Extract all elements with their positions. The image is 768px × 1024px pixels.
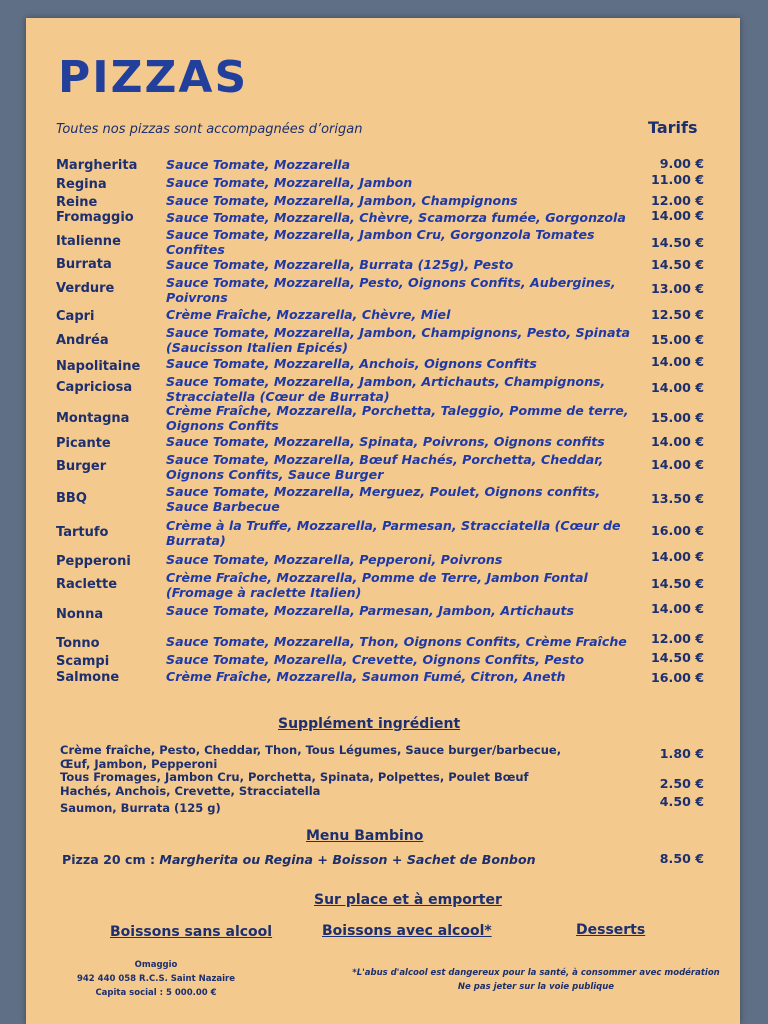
- pizza-name: Tonno: [56, 636, 100, 651]
- pizza-desc: Crème Fraîche, Mozzarella, Chèvre, Miel: [166, 307, 451, 322]
- pizza-desc: Sauce Tomate, Mozzarella, Jambon Cru, Gorgonzola Tomates Confites: [166, 227, 595, 257]
- pizza-desc: Sauce Tomate, Mozzarella: [166, 157, 351, 172]
- pizza-price: 15.00 €: [651, 410, 704, 425]
- boissons-avec-alcool-link[interactable]: Boissons avec alcool*: [322, 923, 492, 939]
- pizza-desc: Sauce Tomate, Mozzarella, Spinata, Poivrons, Oignons confits: [166, 434, 605, 449]
- pizza-price: 16.00 €: [651, 523, 704, 538]
- pizza-name: Fromaggio: [56, 210, 134, 225]
- pizza-price: 16.00 €: [651, 670, 704, 685]
- pizza-price: 14.00 €: [651, 354, 704, 369]
- alcohol-warning: *L'abus d'alcool est dangereux pour la santé, à consommer avec modération: [352, 968, 720, 978]
- pizza-name: Raclette: [56, 577, 118, 592]
- pizza-name: Salmone: [56, 670, 120, 685]
- pizza-desc: Sauce Tomate, Mozzarella, Pepperoni, Poivrons: [166, 552, 503, 567]
- pizza-name: Andréa: [56, 333, 109, 348]
- pizza-name: Burrata: [56, 257, 112, 272]
- pizza-desc: Sauce Tomate, Mozzarella, Jambon, Artichauts, Champignons, Stracciatella (Cœur de Burrata): [166, 374, 606, 404]
- pizza-price: 14.00 €: [651, 208, 704, 223]
- pizza-desc: Crème Fraîche, Mozzarella, Saumon Fumé, Citron, Aneth: [166, 669, 566, 684]
- pizza-name: Nonna: [56, 607, 104, 622]
- pizza-price: 14.00 €: [651, 457, 704, 472]
- pizza-desc: Sauce Tomate, Mozzarella, Merguez, Poulet, Oignons confits, Sauce Barbecue: [166, 484, 601, 514]
- pizza-name: Montagna: [56, 411, 130, 426]
- pizza-price: 14.00 €: [651, 601, 704, 616]
- menu-paper: [26, 18, 740, 1024]
- pizza-desc: Sauce Tomate, Mozzarella, Parmesan, Jambon, Artichauts: [166, 603, 575, 618]
- pizza-desc: Sauce Tomate, Mozzarella, Anchois, Oignons Confits: [166, 356, 537, 371]
- pizza-name: Capriciosa: [56, 380, 133, 395]
- pizza-name: Italienne: [56, 234, 121, 249]
- pizza-name: Margherita: [56, 158, 138, 173]
- company-name: Omaggio: [134, 960, 178, 970]
- pizza-desc: Sauce Tomate, Mozzarella, Thon, Oignons Confits, Crème Fraîche: [166, 634, 627, 649]
- bambino-heading: Menu Bambino: [306, 828, 424, 844]
- supplement-price: 1.80 €: [659, 746, 704, 761]
- pizza-price: 14.50 €: [651, 257, 704, 272]
- pizza-name: Tartufo: [56, 525, 109, 540]
- pizza-name: BBQ: [56, 491, 87, 506]
- pizza-price: 9.00 €: [659, 156, 704, 171]
- pizza-name: Capri: [56, 309, 95, 324]
- pizza-desc: Sauce Tomate, Mozzarella, Jambon: [166, 175, 413, 190]
- pizza-desc: Sauce Tomate, Mozzarella, Jambon, Champignons, Pesto, Spinata (Saucisson Italien Epicés): [166, 325, 630, 355]
- boissons-sans-alcool-link[interactable]: Boissons sans alcool: [110, 924, 273, 940]
- pizza-desc: Crème à la Truffe, Mozzarella, Parmesan, Stracciatella (Cœur de Burrata): [166, 518, 621, 548]
- desserts-link[interactable]: Desserts: [576, 922, 646, 938]
- bambino-prefix: Pizza 20 cm :: [62, 852, 160, 867]
- pizza-price: 14.00 €: [651, 380, 704, 395]
- pizza-desc: Crème Fraîche, Mozzarella, Porchetta, Taleggio, Pomme de terre, Oignons Confits: [166, 403, 629, 433]
- pizza-name: Regina: [56, 177, 107, 192]
- pizza-desc: Sauce Tomate, Mozzarella, Chèvre, Scamorza fumée, Gorgonzola: [166, 210, 626, 225]
- supplement-text: Crème fraîche, Pesto, Cheddar, Thon, Tous Légumes, Sauce burger/barbecue, Œuf, Jambon, Pepperoni: [60, 743, 562, 771]
- pizza-desc: Crème Fraîche, Mozzarella, Pomme de Terre, Jambon Fontal (Fromage à raclette Italien): [166, 570, 588, 600]
- pizza-desc: Sauce Tomate, Mozarella, Crevette, Oignons Confits, Pesto: [166, 652, 585, 667]
- bambino-detail: Margherita ou Regina + Boisson + Sachet de Bonbon: [159, 852, 536, 867]
- supplement-heading: Supplément ingrédient: [278, 716, 461, 732]
- pizza-name: Scampi: [56, 654, 110, 669]
- page-title: PIZZAS: [58, 52, 249, 103]
- pizza-price: 14.00 €: [651, 549, 704, 564]
- pizza-name: Napolitaine: [56, 359, 141, 374]
- pizza-name: Reine: [56, 195, 98, 210]
- pizza-name: Picante: [56, 436, 111, 451]
- supplement-price: 2.50 €: [659, 776, 704, 791]
- pizza-price: 13.00 €: [651, 281, 704, 296]
- supplement-text: Tous Fromages, Jambon Cru, Porchetta, Spinata, Polpettes, Poulet Bœuf Hachés, Anchois, Crevette, Stracciatella: [60, 770, 529, 798]
- pizza-desc: Sauce Tomate, Mozzarella, Jambon, Champignons: [166, 193, 518, 208]
- pizza-price: 12.00 €: [651, 193, 704, 208]
- company-info: [66, 958, 246, 1000]
- pizza-price: 13.50 €: [651, 491, 704, 506]
- pizza-price: 12.50 €: [651, 307, 704, 322]
- pizza-desc: Sauce Tomate, Mozzarella, Pesto, Oignons Confits, Aubergines, Poivrons: [166, 275, 616, 305]
- bambino-price: 8.50 €: [659, 851, 704, 866]
- sur-place-link[interactable]: Sur place et à emporter: [314, 892, 502, 908]
- legal-notice: [346, 966, 726, 994]
- tarifs-header: Tarifs: [648, 118, 698, 137]
- pizza-price: 15.00 €: [651, 332, 704, 347]
- pizza-name: Pepperoni: [56, 554, 131, 569]
- bambino-line: [62, 852, 536, 867]
- pizza-name: Verdure: [56, 281, 115, 296]
- subtitle: Toutes nos pizzas sont accompagnées d’origan: [56, 122, 363, 137]
- pizza-name: Burger: [56, 459, 107, 474]
- company-capital: Capita social : 5 000.00 €: [95, 988, 217, 998]
- supplement-text: Saumon, Burrata (125 g): [60, 801, 221, 815]
- no-litter-notice: Ne pas jeter sur la voie publique: [457, 982, 615, 992]
- supplement-price: 4.50 €: [659, 794, 704, 809]
- pizza-desc: Sauce Tomate, Mozzarella, Bœuf Hachés, Porchetta, Cheddar, Oignons Confits, Sauce Burger: [166, 452, 604, 482]
- pizza-price: 14.50 €: [651, 576, 704, 591]
- pizza-price: 11.00 €: [651, 172, 704, 187]
- pizza-price: 12.00 €: [651, 631, 704, 646]
- pizza-price: 14.00 €: [651, 434, 704, 449]
- company-rcs: 942 440 058 R.C.S. Saint Nazaire: [76, 974, 236, 984]
- pizza-price: 14.50 €: [651, 650, 704, 665]
- pizza-desc: Sauce Tomate, Mozzarella, Burrata (125g), Pesto: [166, 257, 514, 272]
- pizza-price: 14.50 €: [651, 235, 704, 250]
